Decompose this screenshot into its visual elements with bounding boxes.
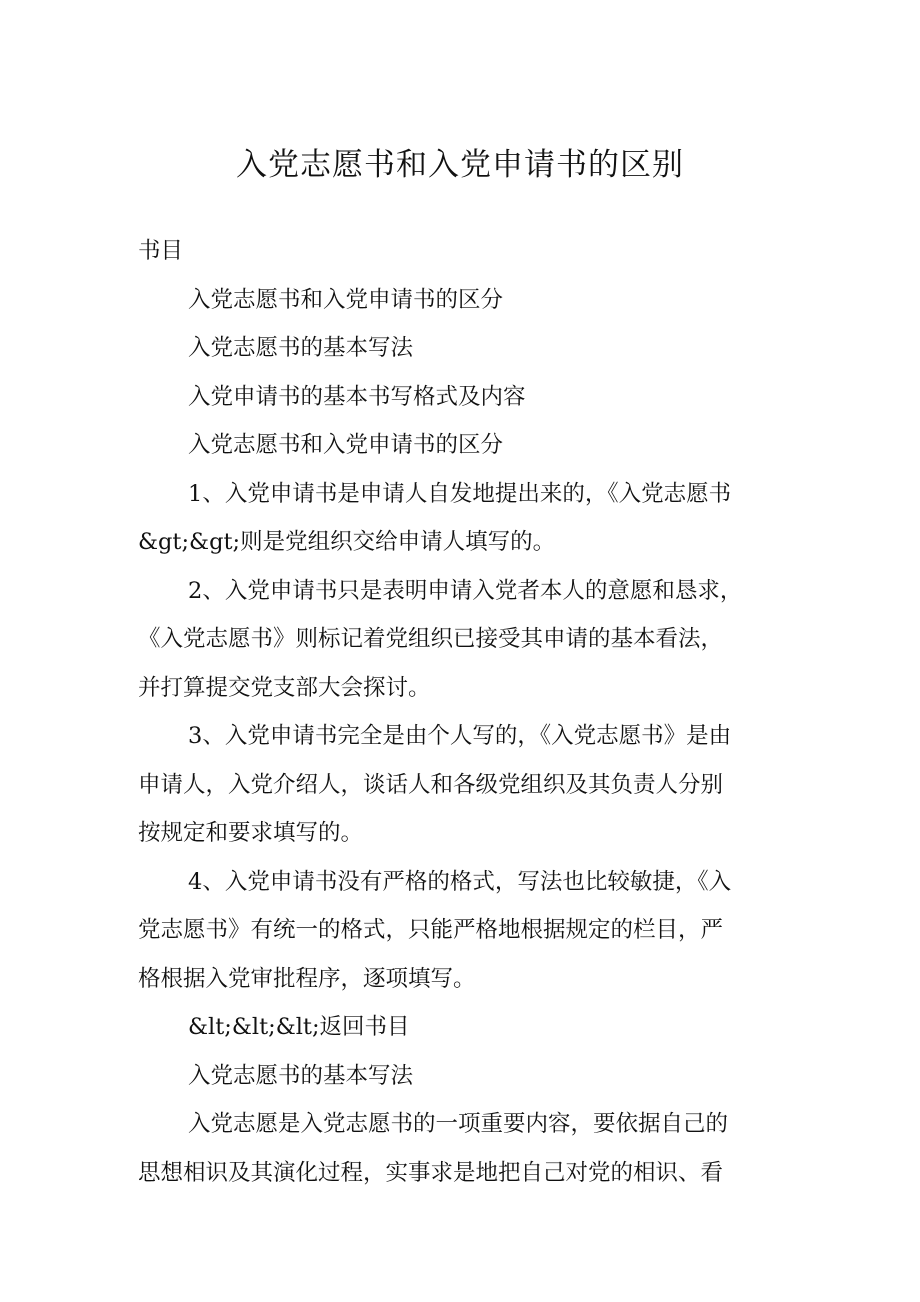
point-1-paragraph bbox=[138, 470, 800, 567]
point-2-paragraph bbox=[138, 567, 800, 713]
point-3-line-3: 按规定和要求填写的。 bbox=[138, 820, 364, 846]
toc-item-difference[interactable]: 入党志愿书和入党申请书的区分 bbox=[188, 286, 504, 313]
document-body bbox=[138, 227, 800, 1197]
point-2-line-3: 并打算提交党支部大会探讨。 bbox=[138, 674, 431, 701]
document-title: 入党志愿书和入党申请书的区别 bbox=[236, 147, 684, 183]
point-4-line-2: 党志愿书》有统一的格式，只能严格地根据规定的栏目，严 bbox=[138, 917, 724, 943]
point-3-paragraph bbox=[138, 712, 800, 858]
section-2-paragraph bbox=[138, 1100, 800, 1197]
point-3-line-2: 申请人，入党介绍人，谈话人和各级党组织及其负责人分别 bbox=[138, 771, 724, 798]
point-4-line-3: 格根据入党审批程序，逐项填写。 bbox=[138, 965, 476, 992]
point-1-line-1: 1、入党申请书是申请人自发地提出来的，《入党志愿书 bbox=[188, 480, 732, 507]
section-heading-difference: 入党志愿书和入党申请书的区分 bbox=[188, 432, 504, 458]
toc-heading: 书目 bbox=[138, 238, 184, 264]
toc-item-writing-method[interactable]: 入党志愿书的基本写法 bbox=[188, 335, 414, 361]
point-3-line-1: 3、入党申请书完全是由个人写的，《入党志愿书》是由 bbox=[188, 723, 732, 749]
toc-item-format[interactable]: 入党申请书的基本书写格式及内容 bbox=[188, 383, 526, 410]
section-heading-writing-method: 入党志愿书的基本写法 bbox=[188, 1062, 414, 1089]
back-to-toc-link[interactable]: &lt;&lt;&lt;返回书目 bbox=[188, 1014, 410, 1040]
point-1-line-2: &gt;&gt;则是党组织交给申请人填写的。 bbox=[138, 529, 556, 555]
point-2-line-2: 《入党志愿书》则标记着党组织已接受其申请的基本看法， bbox=[138, 626, 724, 652]
point-4-paragraph bbox=[138, 858, 800, 1004]
section-2-line-1: 入党志愿是入党志愿书的一项重要内容，要依据自己的 bbox=[188, 1111, 729, 1137]
point-4-line-1: 4、入党申请书没有严格的格式，写法也比较敏捷，《入 bbox=[188, 868, 732, 895]
section-2-line-2: 思想相识及其演化过程，实事求是地把自己对党的相识、看 bbox=[138, 1159, 724, 1186]
point-2-line-1: 2、入党申请书只是表明申请入党者本人的意愿和恳求， bbox=[188, 577, 743, 604]
